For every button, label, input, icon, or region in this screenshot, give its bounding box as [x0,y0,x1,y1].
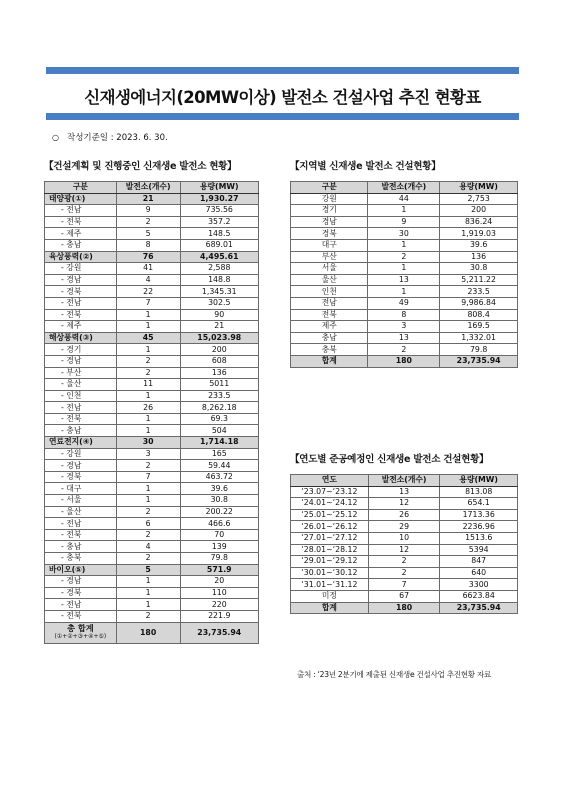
column-header: 용량(MW) [180,182,258,194]
capacity-mw: 1,930.27 [180,193,258,205]
plant-count: 180 [368,602,440,614]
capacity-mw: 79.8 [440,344,518,356]
capacity-mw: 200 [440,205,518,217]
table-row [291,521,518,533]
table-row [291,332,518,344]
table-header-row [45,182,259,194]
plant-count: 26 [116,402,180,414]
row-label: 전북 [291,309,368,321]
capacity-mw: 200.22 [180,506,258,518]
capacity-mw: 148.5 [180,228,258,240]
row-label: 인천 [291,286,368,298]
row-label: ‘31.01~‘31.12 [291,579,369,591]
plant-count: 13 [368,332,440,344]
plant-count: 11 [116,379,180,391]
table-row [291,567,518,579]
plant-count: 1 [368,263,440,275]
capacity-mw: 39.6 [180,483,258,495]
capacity-mw: 1713.36 [440,509,518,521]
table-row [45,471,259,483]
plant-count: 45 [116,332,180,344]
capacity-mw: 2236.96 [440,521,518,533]
column-header: 구분 [291,182,368,194]
category-name: 해상풍력(③) [45,332,117,344]
row-label: 전남 [291,297,368,309]
column-header: 연도 [291,475,369,487]
plant-count: 1 [116,309,180,321]
table-row [45,553,259,565]
table-row [45,344,259,356]
table-row [291,274,518,286]
category-row [45,193,259,205]
region-name: - 경북 [45,471,117,483]
plant-count: 9 [368,216,440,228]
table-row [45,460,259,472]
table3-body [291,486,518,614]
region-name: - 경남 [45,460,117,472]
grand-total-formula: (①+②+③+④+⑤) [54,633,107,641]
plant-count: 2 [368,567,440,579]
plant-count: 41 [116,263,180,275]
plant-count: 1 [116,576,180,588]
region-name: - 강원 [45,448,117,460]
plant-count: 2 [116,529,180,541]
table-row [45,390,259,402]
capacity-mw: 136 [440,251,518,263]
column-header: 발전소(개수) [368,475,440,487]
capacity-mw: 5011 [180,379,258,391]
region-name: - 전북 [45,216,117,228]
table-row [291,228,518,240]
table-row [45,483,259,495]
category-name: 바이오(⑤) [45,564,117,576]
category-row [45,332,259,344]
category-row [45,564,259,576]
plant-count: 12 [368,498,440,510]
total-label: 합계 [291,355,368,367]
capacity-mw: 1,714.18 [180,437,258,449]
table-row [45,402,259,414]
reference-date [52,131,168,143]
plant-count: 1 [116,390,180,402]
plant-count: 6 [116,518,180,530]
row-label: 경남 [291,216,368,228]
capacity-mw: 847 [440,556,518,568]
table-row [45,239,259,251]
table-row [291,590,518,602]
capacity-mw: 689.01 [180,239,258,251]
region-name: - 제주 [45,321,117,333]
table-row [45,228,259,240]
capacity-mw: 233.5 [180,390,258,402]
capacity-mw: 1,919.03 [440,228,518,240]
capacity-mw: 357.2 [180,216,258,228]
plant-count: 2 [116,355,180,367]
table-row [45,587,259,599]
capacity-mw: 4,495.61 [180,251,258,263]
region-name: - 전북 [45,309,117,321]
capacity-mw: 23,735.94 [180,622,258,643]
table-row [45,529,259,541]
region-name: - 전남 [45,205,117,217]
plant-count: 67 [368,590,440,602]
plant-count: 26 [368,509,440,521]
capacity-mw: 3300 [440,579,518,591]
table-row [45,495,259,507]
capacity-mw: 2,753 [440,193,518,205]
column-header: 용량(MW) [440,475,518,487]
category-name: 연료전지(④) [45,437,117,449]
capacity-mw: 169.5 [440,321,518,333]
category-row [45,437,259,449]
region-name: - 경남 [45,355,117,367]
yearly-completion-table [290,474,518,614]
table-row [45,379,259,391]
capacity-mw: 1,332.01 [440,332,518,344]
region-name: - 인천 [45,390,117,402]
table-header-row [291,475,518,487]
row-label: 미정 [291,590,369,602]
table-row [45,205,259,217]
column-header: 구분 [45,182,117,194]
region-name: - 제주 [45,228,117,240]
capacity-mw: 220 [180,599,258,611]
plant-count: 8 [368,309,440,321]
table3-heading: 【연도별 준공예정인 신재생e 발전소 건설현황】 [290,454,489,465]
capacity-mw: 608 [180,355,258,367]
row-label: 부산 [291,251,368,263]
capacity-mw: 90 [180,309,258,321]
region-name: - 전남 [45,402,117,414]
plant-count: 2 [368,251,440,263]
capacity-mw: 808.4 [440,309,518,321]
column-header: 용량(MW) [440,182,518,194]
table-row [45,610,259,622]
row-label: ‘25.01~‘25.12 [291,509,369,521]
table-row [45,263,259,275]
table-row [45,425,259,437]
table-row [291,544,518,556]
row-label: ‘27.01~‘27.12 [291,532,369,544]
capacity-mw: 571.9 [180,564,258,576]
row-label: 경북 [291,228,368,240]
plant-count: 30 [116,437,180,449]
capacity-mw: 23,735.94 [440,355,518,367]
plant-count: 2 [116,610,180,622]
total-row [291,602,518,614]
bullet-icon: ○ [52,133,59,142]
plant-count: 1 [116,425,180,437]
table-row [45,506,259,518]
category-name: 육상풍력(②) [45,251,117,263]
capacity-mw: 735.56 [180,205,258,217]
region-name: - 부산 [45,367,117,379]
table2-heading: 【지역별 신재생e 발전소 건설현황】 [290,161,441,172]
row-label: 충북 [291,344,368,356]
capacity-mw: 15,023.98 [180,332,258,344]
grand-total-row [45,622,259,643]
capacity-mw: 5,211.22 [440,274,518,286]
table-row [291,321,518,333]
plant-count: 2 [116,216,180,228]
plant-count: 30 [368,228,440,240]
plant-count: 1 [116,413,180,425]
row-label: 울산 [291,274,368,286]
region-name: - 경남 [45,274,117,286]
header-top-bar [46,67,519,74]
plant-count: 1 [116,344,180,356]
capacity-mw: 463.72 [180,471,258,483]
capacity-mw: 654.1 [440,498,518,510]
capacity-mw: 9,986.84 [440,297,518,309]
region-name: - 충북 [45,553,117,565]
capacity-mw: 8,262.18 [180,402,258,414]
plant-count: 9 [116,205,180,217]
row-label: 제주 [291,321,368,333]
row-label: ‘26.01~‘26.12 [291,521,369,533]
table-row [291,498,518,510]
plant-count: 1 [368,286,440,298]
region-name: - 충남 [45,425,117,437]
row-label: 강원 [291,193,368,205]
table-row [291,263,518,275]
plant-count: 2 [116,553,180,565]
capacity-mw: 20 [180,576,258,588]
region-name: - 전북 [45,529,117,541]
plant-count: 2 [116,367,180,379]
plant-count: 22 [116,286,180,298]
capacity-mw: 233.5 [440,286,518,298]
plant-count: 8 [116,239,180,251]
grand-total-text: 총 합계 [67,623,94,634]
row-label: ‘23.07~‘23.12 [291,486,369,498]
region-name: - 경북 [45,587,117,599]
capacity-mw: 200 [180,344,258,356]
table-row [45,297,259,309]
plant-count: 2 [368,556,440,568]
row-label: 서울 [291,263,368,275]
regional-status-table [290,181,518,368]
region-name: - 전남 [45,599,117,611]
row-label: ‘29.01~‘29.12 [291,556,369,568]
capacity-mw: 70 [180,529,258,541]
region-name: - 강원 [45,263,117,275]
plant-count: 180 [368,355,440,367]
capacity-mw: 6623.84 [440,590,518,602]
table-row [45,413,259,425]
capacity-mw: 23,735.94 [440,602,518,614]
table-row [291,286,518,298]
plant-count: 29 [368,521,440,533]
capacity-mw: 136 [180,367,258,379]
table1-heading: 【건설계획 및 진행중인 신재생e 발전소 현황】 [44,161,237,172]
capacity-mw: 5394 [440,544,518,556]
capacity-mw: 21 [180,321,258,333]
row-label: ‘30.01~‘30.12 [291,567,369,579]
column-header: 발전소(개수) [368,182,440,194]
plant-count: 7 [116,297,180,309]
page-title: 신재생에너지(20MW이상) 발전소 건설사업 추진 현황표 [84,88,481,107]
plant-count: 3 [116,448,180,460]
construction-status-table [44,181,259,644]
plant-count: 76 [116,251,180,263]
table1-body [45,193,259,643]
table-row [45,367,259,379]
table-row [45,309,259,321]
plant-count: 2 [116,460,180,472]
plant-count: 3 [368,321,440,333]
capacity-mw: 69.3 [180,413,258,425]
capacity-mw: 813.08 [440,486,518,498]
capacity-mw: 110 [180,587,258,599]
capacity-mw: 221.9 [180,610,258,622]
capacity-mw: 148.8 [180,274,258,286]
table-row [45,321,259,333]
table-row [45,541,259,553]
plant-count: 49 [368,297,440,309]
region-name: - 울산 [45,379,117,391]
table-row [291,239,518,251]
table-row [291,509,518,521]
capacity-mw: 2,588 [180,263,258,275]
table-row [45,599,259,611]
row-label: ‘28.01~‘28.12 [291,544,369,556]
plant-count: 21 [116,193,180,205]
header-bottom-bar [46,113,519,120]
region-name: - 전북 [45,413,117,425]
table-row [45,518,259,530]
row-label: 대구 [291,239,368,251]
plant-count: 7 [368,579,440,591]
plant-count: 2 [368,344,440,356]
capacity-mw: 30.8 [180,495,258,507]
plant-count: 12 [368,544,440,556]
row-label: ‘24.01~‘24.12 [291,498,369,510]
table-row [291,579,518,591]
capacity-mw: 139 [180,541,258,553]
plant-count: 1 [116,495,180,507]
capacity-mw: 504 [180,425,258,437]
region-name: - 전남 [45,297,117,309]
plant-count: 1 [116,483,180,495]
region-name: - 충남 [45,239,117,251]
region-name: - 경남 [45,576,117,588]
plant-count: 7 [116,471,180,483]
row-label: 경기 [291,205,368,217]
plant-count: 1 [368,239,440,251]
table-row [291,193,518,205]
capacity-mw: 59.44 [180,460,258,472]
region-name: - 울산 [45,506,117,518]
table-header-row [291,182,518,194]
table-row [45,576,259,588]
table-row [291,486,518,498]
column-header: 발전소(개수) [116,182,180,194]
region-name: - 경북 [45,286,117,298]
capacity-mw: 1,345.31 [180,286,258,298]
row-label: 충남 [291,332,368,344]
plant-count: 4 [116,541,180,553]
table-row [291,205,518,217]
capacity-mw: 836.24 [440,216,518,228]
table-row [45,286,259,298]
plant-count: 44 [368,193,440,205]
capacity-mw: 30.8 [440,263,518,275]
table-row [45,355,259,367]
region-name: - 대구 [45,483,117,495]
table-row [291,216,518,228]
capacity-mw: 1513.6 [440,532,518,544]
plant-count: 5 [116,564,180,576]
source-note: 출처 : ‘23년 2분기에 제출된 신재생e 건설사업 추진현황 자료 [297,670,492,679]
capacity-mw: 640 [440,567,518,579]
plant-count: 180 [116,622,180,643]
table-row [291,556,518,568]
capacity-mw: 165 [180,448,258,460]
table-row [45,274,259,286]
total-label: 합계 [291,602,369,614]
category-row [45,251,259,263]
region-name: - 충남 [45,541,117,553]
plant-count: 1 [368,205,440,217]
table-row [291,532,518,544]
table-row [291,251,518,263]
reference-date-text: 작성기준일 : 2023. 6. 30. [66,133,168,143]
plant-count: 5 [116,228,180,240]
category-name: 태양광(①) [45,193,117,205]
table-row [291,309,518,321]
region-name: - 전북 [45,610,117,622]
total-row [291,355,518,367]
capacity-mw: 79.8 [180,553,258,565]
table2-body [291,193,518,367]
plant-count: 1 [116,599,180,611]
plant-count: 4 [116,274,180,286]
plant-count: 10 [368,532,440,544]
capacity-mw: 39.6 [440,239,518,251]
plant-count: 1 [116,587,180,599]
table-row [291,344,518,356]
region-name: - 전남 [45,518,117,530]
table-row [291,297,518,309]
table-row [45,216,259,228]
plant-count: 13 [368,486,440,498]
capacity-mw: 466.6 [180,518,258,530]
plant-count: 1 [116,321,180,333]
region-name: - 경기 [45,344,117,356]
plant-count: 2 [116,506,180,518]
grand-total-label [45,622,117,643]
capacity-mw: 302.5 [180,297,258,309]
table-row [45,448,259,460]
plant-count: 13 [368,274,440,286]
region-name: - 서울 [45,495,117,507]
